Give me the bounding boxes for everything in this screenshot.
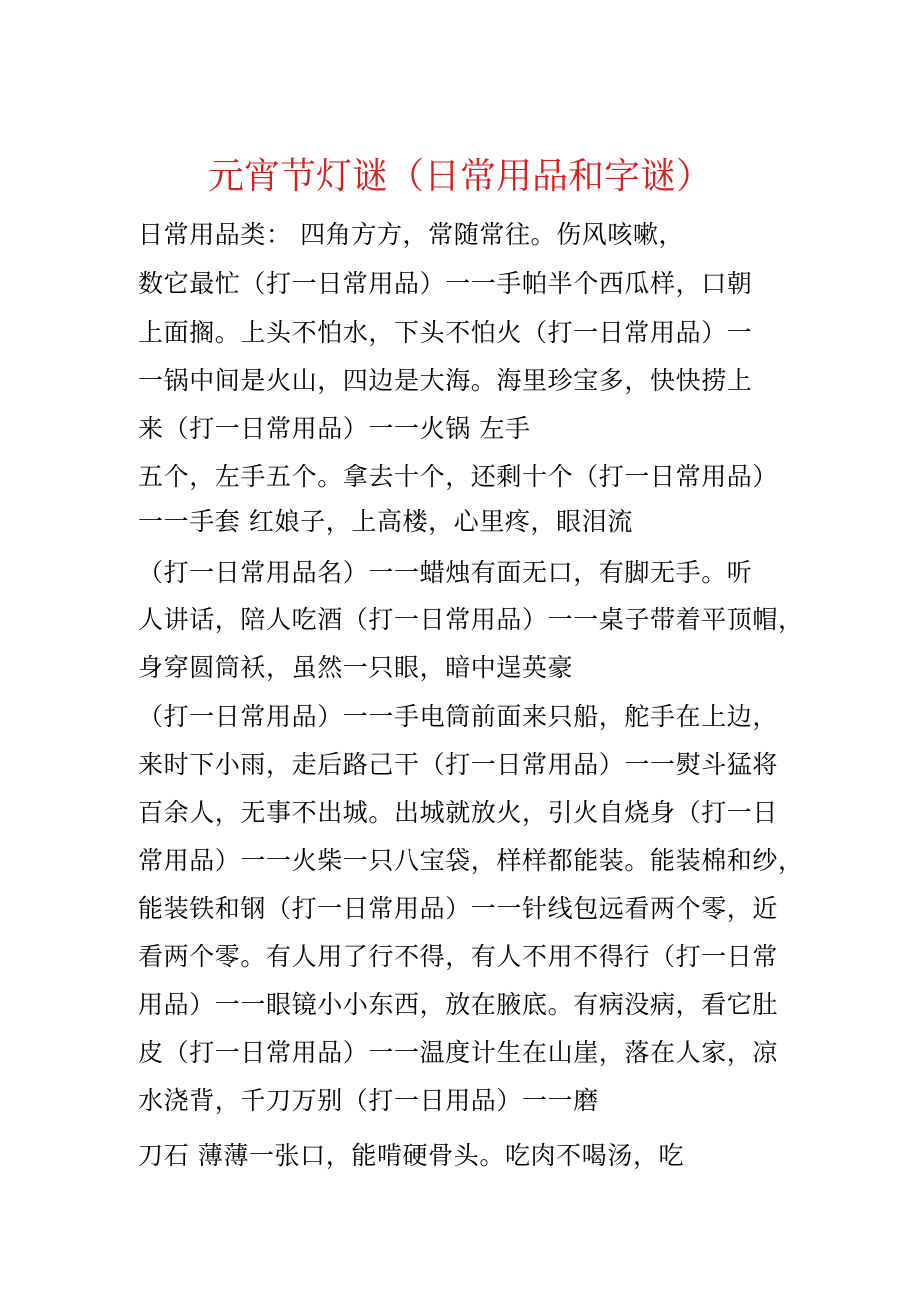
text-line-4: 一锅中间是火山，四边是大海。海里珍宝多，快快捞上 <box>138 366 753 395</box>
text-line-5: 来（打一日常用品）一一火锅 左手 <box>138 414 531 443</box>
text-line-2: 数它最忙（打一日常用品）一一手帕半个西瓜样，口朝 <box>138 269 753 298</box>
text-line-10: 身穿圆筒袄，虽然一只眼，暗中逞英豪 <box>138 653 574 682</box>
text-line-12: 来时下小雨，走后路己干（打一日常用品）一一熨斗猛将 <box>138 750 779 779</box>
text-line-13: 百余人，无事不出城。出城就放火，引火自烧身（打一日 <box>138 798 779 827</box>
text-line-7: 一一手套 红娘子，上高楼，心里疼，眼泪流 <box>138 507 633 536</box>
text-line-6: 五个，左手五个。拿去十个，还剩十个（打一日常用品） <box>138 462 779 491</box>
text-line-3: 上面搁。上头不怕水，下头不怕火（打一日常用品）一 <box>138 318 753 347</box>
text-line-15: 能装铁和钢（打一日常用品）一一针线包远看两个零，近 <box>138 894 779 923</box>
text-line-11: （打一日常用品）一一手电筒前面来只船，舵手在上边， <box>138 702 779 731</box>
text-line-20: 刀石 薄薄一张口，能啃硬骨头。吃肉不喝汤，吃 <box>138 1141 685 1170</box>
text-line-16: 看两个零。有人用了行不得，有人不用不得行（打一日常 <box>138 942 779 971</box>
document-title: 元宵节灯谜（日常用品和字谜） <box>207 156 712 197</box>
text-line-1: 日常用品类： 四角方方，常随常往。伤风咳嗽， <box>138 220 685 249</box>
text-line-14: 常用品）一一火柴一只八宝袋，样样都能装。能装棉和纱， <box>138 846 804 875</box>
text-line-9: 人讲话，陪人吃酒（打一日常用品）一一桌子带着平顶帽， <box>138 605 804 634</box>
text-line-17: 用品）一一眼镜小小东西，放在腋底。有病没病，看它肚 <box>138 990 779 1019</box>
text-line-18: 皮（打一日常用品）一一温度计生在山崖，落在人家，凉 <box>138 1038 779 1067</box>
text-line-8: （打一日常用品名）一一蜡烛有面无口，有脚无手。听 <box>138 558 753 587</box>
text-line-19: 水浇背，千刀万别（打一日用品）一一磨 <box>138 1086 599 1115</box>
